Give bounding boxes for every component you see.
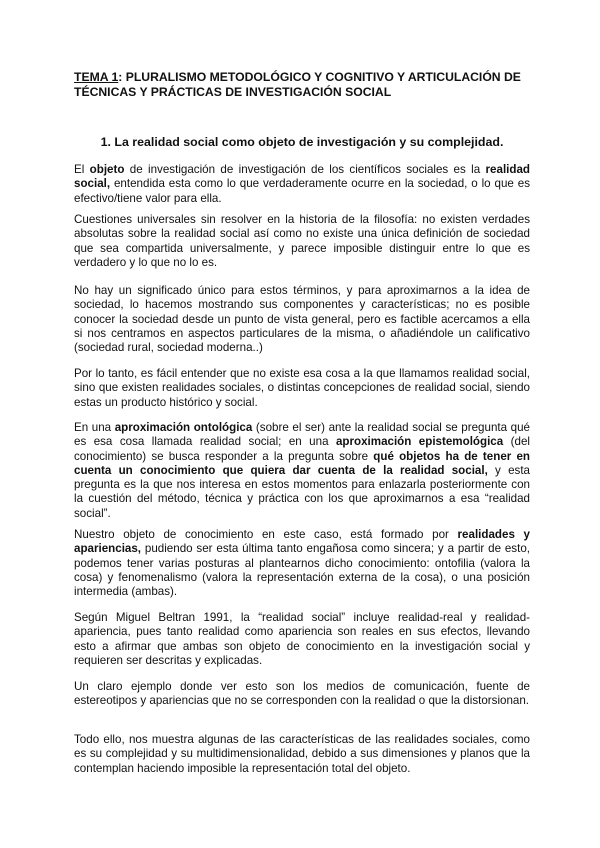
section-title: 1. La realidad social como objeto de investigación y su complejidad. [100, 135, 504, 149]
text-run: No hay un significado único para estos términos, y para aproximarnos a la idea de sociedad, lo hacemos mostrando sus componentes y características; no es posible conocer la sociedad desde un punto de vista general, pero es factible acercamos a ella si nos centramos en aspectos particulares de la misma, o añadiéndole un calificativo (sociedad rural, sociedad moderna..) [74, 284, 530, 355]
bold-text-run: aproximación epistemológica [335, 435, 504, 449]
paragraph [74, 163, 530, 206]
text-run: Según Miguel Beltran 1991, la “realidad social” incluye realidad-real y realidad-apariencia, pues tanto realidad como apariencia son reales en sus efectos, llevando esto a afirmar que ambas son objeto de conocimiento en la investigación social y requieren ser descritas y explicadas. [74, 611, 530, 667]
paragraph [74, 528, 530, 599]
paragraph [74, 367, 530, 410]
bold-text-run: objeto [89, 163, 125, 176]
text-run: Por lo tanto, es fácil entender que no existe esa cosa a la que llamamos realidad social, sino que existen realidades sociales, o distintas concepciones de realidad social, siendo estas un producto histórico y social. [74, 367, 530, 409]
text-run: (del conocimiento) se busca responder a la pregunta sobre [74, 435, 530, 463]
text-run: y esta pregunta es la que nos interesa en estos momentos para enlazarla posteriormente con la cuestión del método, técnica y práctica con los que aproximarnos a esa “realidad social”. [74, 463, 530, 520]
text-run: Cuestiones universales sin resolver en la historia de la filosofía: no existen verdades absolutas sobre la realidad social así como no existe una única definición de sociedad que sea compartida universalmente, y parece imposible distinguir entre lo que es verdadero y lo que no lo es. [74, 213, 530, 269]
text-run: El [74, 163, 90, 176]
paragraph [74, 733, 530, 776]
text-run: En una [74, 421, 115, 434]
bold-text-run: qué objetos ha de tener en cuenta un conocimiento que quiera dar cuenta de la realidad social, [74, 449, 530, 477]
paragraph [74, 421, 530, 521]
text-run: entendida esta como lo que verdaderamente ocurre en la sociedad, o lo que es efectivo/tiene valor para ella. [74, 177, 530, 205]
document-heading [74, 70, 530, 100]
paragraph [74, 284, 530, 355]
paragraph [74, 213, 530, 270]
paragraph [74, 611, 530, 668]
bold-text-run: realidad social, [74, 163, 530, 191]
heading-tema-label: TEMA 1 [74, 70, 119, 84]
bold-text-run: aproximación ontológica [114, 421, 253, 434]
text-run: Todo ello, nos muestra algunas de las características de las realidades sociales, como es su complejidad y su multidimensionalidad, debido a sus dimensiones y planos que la contemplan haciendo imposible la representación total del objeto. [74, 733, 530, 775]
text-run: pudiendo ser esta última tanto engañosa como sincera; y a partir de esto, podemos tener varias posturas al plantearnos dicho conocimiento: ontofilia (valora la cosa) y fenomenalismo (valora la representación externa de la cosa), o una posición intermedia (ambas). [74, 542, 530, 599]
text-run: de investigación de investigación de los científicos sociales es la [124, 163, 486, 176]
heading-title: : PLURALISMO METODOLÓGICO Y COGNITIVO Y ARTICULACIÓN DE TÉCNICAS Y PRÁCTICAS DE INVESTIGACIÓN SOCIAL [74, 70, 521, 99]
text-run: (sobre el ser) ante la realidad social se pregunta qué es esa cosa llamada realidad social; en una [74, 421, 531, 449]
bold-text-run: realidades y apariencias, [74, 528, 530, 556]
paragraph [74, 680, 530, 709]
text-run: Nuestro objeto de conocimiento en este caso, está formado por [74, 528, 458, 541]
text-run: Un claro ejemplo donde ver esto son los medios de comunicación, fuente de estereotipos y apariencias que no se corresponden con la realidad o que la distorsionan. [74, 680, 530, 708]
